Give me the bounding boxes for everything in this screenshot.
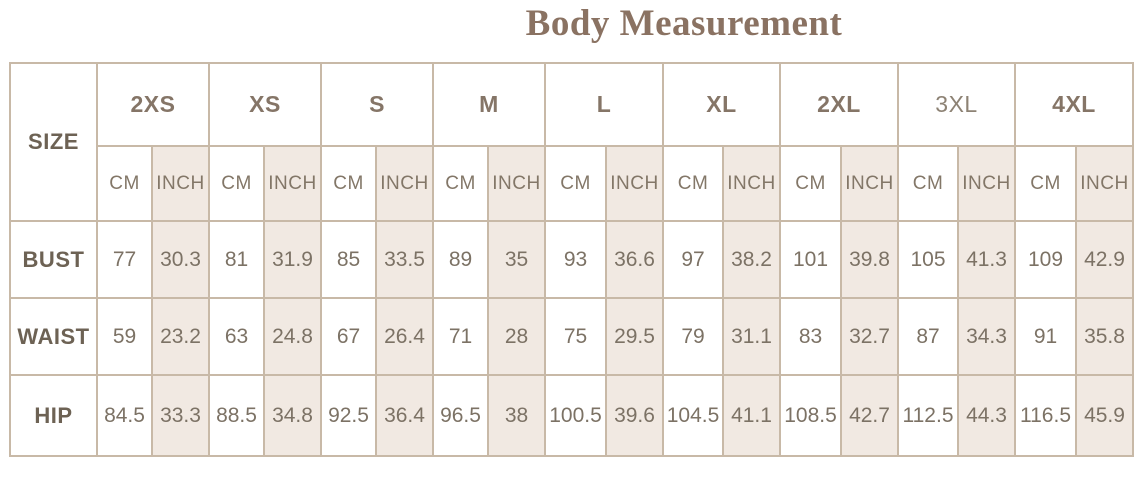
value-waist-cm: 79 bbox=[663, 298, 723, 375]
value-hip-cm: 112.5 bbox=[898, 375, 958, 456]
unit-header-inch-l: INCH bbox=[606, 146, 663, 221]
value-hip-cm: 116.5 bbox=[1015, 375, 1076, 456]
value-hip-cm: 84.5 bbox=[97, 375, 152, 456]
unit-header-inch-s: INCH bbox=[376, 146, 433, 221]
value-bust-cm: 77 bbox=[97, 221, 152, 298]
value-hip-inch: 34.8 bbox=[264, 375, 321, 456]
value-bust-cm: 101 bbox=[780, 221, 841, 298]
value-bust-inch: 30.3 bbox=[152, 221, 209, 298]
value-hip-inch: 44.3 bbox=[958, 375, 1015, 456]
value-bust-cm: 93 bbox=[545, 221, 606, 298]
value-hip-cm: 100.5 bbox=[545, 375, 606, 456]
value-bust-inch: 31.9 bbox=[264, 221, 321, 298]
value-hip-cm: 92.5 bbox=[321, 375, 376, 456]
size-header-s: S bbox=[321, 63, 433, 146]
size-header-2xs: 2XS bbox=[97, 63, 209, 146]
value-waist-inch: 34.3 bbox=[958, 298, 1015, 375]
value-hip-cm: 88.5 bbox=[209, 375, 264, 456]
size-header-2xl: 2XL bbox=[780, 63, 898, 146]
unit-header-cm-xs: CM bbox=[209, 146, 264, 221]
value-hip-inch: 45.9 bbox=[1076, 375, 1133, 456]
value-waist-inch: 35.8 bbox=[1076, 298, 1133, 375]
value-waist-cm: 87 bbox=[898, 298, 958, 375]
value-bust-inch: 35 bbox=[488, 221, 545, 298]
size-header-row bbox=[10, 63, 1133, 146]
unit-header-inch-2xs: INCH bbox=[152, 146, 209, 221]
value-hip-inch: 39.6 bbox=[606, 375, 663, 456]
value-hip-inch: 33.3 bbox=[152, 375, 209, 456]
size-header-xl: XL bbox=[663, 63, 780, 146]
unit-header-row bbox=[10, 146, 1133, 221]
size-header-m: M bbox=[433, 63, 545, 146]
value-waist-cm: 63 bbox=[209, 298, 264, 375]
size-corner-cell: SIZE bbox=[10, 63, 97, 221]
value-bust-inch: 41.3 bbox=[958, 221, 1015, 298]
measurement-row-bust bbox=[10, 221, 1133, 298]
value-waist-cm: 83 bbox=[780, 298, 841, 375]
value-bust-inch: 33.5 bbox=[376, 221, 433, 298]
value-waist-inch: 24.8 bbox=[264, 298, 321, 375]
value-waist-cm: 91 bbox=[1015, 298, 1076, 375]
size-header-4xl: 4XL bbox=[1015, 63, 1133, 146]
value-waist-cm: 67 bbox=[321, 298, 376, 375]
value-bust-cm: 105 bbox=[898, 221, 958, 298]
value-bust-cm: 85 bbox=[321, 221, 376, 298]
size-chart-table bbox=[9, 62, 1134, 457]
unit-header-cm-2xl: CM bbox=[780, 146, 841, 221]
value-hip-cm: 104.5 bbox=[663, 375, 723, 456]
unit-header-inch-xl: INCH bbox=[723, 146, 780, 221]
value-hip-inch: 41.1 bbox=[723, 375, 780, 456]
unit-header-inch-m: INCH bbox=[488, 146, 545, 221]
value-hip-inch: 42.7 bbox=[841, 375, 898, 456]
size-header-l: L bbox=[545, 63, 663, 146]
unit-header-cm-2xs: CM bbox=[97, 146, 152, 221]
page-title: Body Measurement bbox=[525, 3, 843, 44]
value-waist-cm: 71 bbox=[433, 298, 488, 375]
value-hip-cm: 96.5 bbox=[433, 375, 488, 456]
size-header-3xl: 3XL bbox=[898, 63, 1015, 146]
row-label-bust: BUST bbox=[10, 221, 97, 298]
unit-header-cm-m: CM bbox=[433, 146, 488, 221]
row-label-hip: HIP bbox=[10, 375, 97, 456]
value-waist-inch: 23.2 bbox=[152, 298, 209, 375]
unit-header-inch-xs: INCH bbox=[264, 146, 321, 221]
value-waist-inch: 28 bbox=[488, 298, 545, 375]
row-label-waist: WAIST bbox=[10, 298, 97, 375]
value-bust-inch: 39.8 bbox=[841, 221, 898, 298]
value-bust-inch: 38.2 bbox=[723, 221, 780, 298]
unit-header-cm-4xl: CM bbox=[1015, 146, 1076, 221]
value-waist-cm: 59 bbox=[97, 298, 152, 375]
value-bust-cm: 97 bbox=[663, 221, 723, 298]
value-waist-inch: 32.7 bbox=[841, 298, 898, 375]
value-bust-inch: 36.6 bbox=[606, 221, 663, 298]
value-bust-cm: 89 bbox=[433, 221, 488, 298]
unit-header-inch-4xl: INCH bbox=[1076, 146, 1133, 221]
value-waist-inch: 31.1 bbox=[723, 298, 780, 375]
value-waist-inch: 29.5 bbox=[606, 298, 663, 375]
unit-header-cm-xl: CM bbox=[663, 146, 723, 221]
value-hip-inch: 36.4 bbox=[376, 375, 433, 456]
value-hip-cm: 108.5 bbox=[780, 375, 841, 456]
unit-header-cm-s: CM bbox=[321, 146, 376, 221]
value-bust-cm: 109 bbox=[1015, 221, 1076, 298]
value-bust-inch: 42.9 bbox=[1076, 221, 1133, 298]
table-body bbox=[10, 63, 1133, 456]
measurement-row-hip bbox=[10, 375, 1133, 456]
value-hip-inch: 38 bbox=[488, 375, 545, 456]
size-header-xs: XS bbox=[209, 63, 321, 146]
unit-header-inch-3xl: INCH bbox=[958, 146, 1015, 221]
measurement-row-waist bbox=[10, 298, 1133, 375]
value-waist-inch: 26.4 bbox=[376, 298, 433, 375]
value-waist-cm: 75 bbox=[545, 298, 606, 375]
unit-header-inch-2xl: INCH bbox=[841, 146, 898, 221]
unit-header-cm-l: CM bbox=[545, 146, 606, 221]
unit-header-cm-3xl: CM bbox=[898, 146, 958, 221]
value-bust-cm: 81 bbox=[209, 221, 264, 298]
